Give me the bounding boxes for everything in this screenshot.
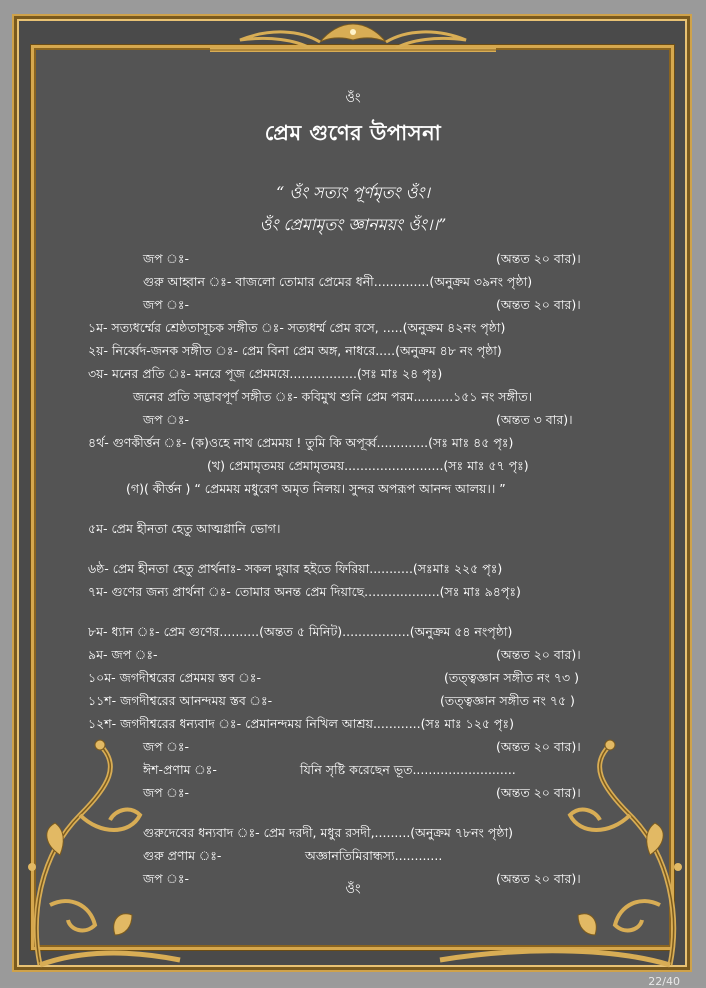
line-1-right: (অন্তত ২০ বার)। [496, 251, 581, 266]
line-20-left: জপ ঃ- [143, 739, 190, 754]
om-header: ওঁং [345, 91, 361, 106]
line-22-left: জপ ঃ- [143, 785, 190, 800]
line-20-right: (অন্তত ২০ বার)। [496, 739, 581, 754]
quote-line-2: ওঁং প্রেমামৃতং জ্ঞানময়ং ওঁং।।” [259, 215, 447, 234]
quote-line-1: “ ওঁং সত্যং পূর্ণমৃতং ওঁং। [276, 183, 430, 202]
line-15: ৮ম- ধ্যান ঃ- প্রেম গুণের..........(অন্তত ৫ মিনিট).................(অনুক্রম ৫৪ নংপৃষ্ঠা) [88, 624, 513, 639]
line-16-left: ৯ম- জপ ঃ- [88, 647, 158, 662]
line-1-left: জপ ঃ- [143, 251, 190, 266]
top-ornament-icon [200, 18, 506, 60]
line-19: ১২শ- জগদীশ্বরের ধন্যবাদ ঃ- প্রেমানন্দময় নিখিল আশ্রয়............(সঃ মাঃ ১২৫ পৃঃ) [88, 716, 514, 731]
line-21-mid: যিনি সৃষ্টি করেছেন ভূত.......................... [300, 762, 516, 777]
line-16-right: (অন্তত ২০ বার)। [496, 647, 581, 662]
line-3-right: (অন্তত ২০ বার)। [496, 297, 581, 312]
line-14: ৭ম- গুণের জন্য প্রার্থনা ঃ- তোমার অনন্ত প্রেম দিয়াছে...................(সঃ মাঃ ৯৪পৃঃ) [88, 584, 521, 599]
line-22-right: (অন্তত ২০ বার)। [496, 785, 581, 800]
line-17-right: (তত্ত্বজ্ঞান সঙ্গীত নং ৭৩ ) [444, 670, 579, 685]
line-3-left: জপ ঃ- [143, 297, 190, 312]
line-21-left: ঈশ-প্রণাম ঃ- [143, 762, 217, 777]
line-13: ৬ষ্ঠ- প্রেম হীনতা হেতু প্রার্থনাঃ- সকল দুয়ার হইতে ফিরিয়া...........(সঃমাঃ ২২৫ পৃঃ) [88, 561, 503, 576]
line-24-left: গুরু প্রণাম ঃ- [143, 848, 222, 863]
page-title: প্রেম গুণের উপাসনা [264, 121, 442, 145]
line-11: (গ)( কীর্ত্তন ) “ প্রেমময় মধুরেণ অমৃত নিলয়। সুন্দর অপরূপ আনন্দ আলয়।। ” [126, 481, 506, 496]
line-4: ১ম- সত্যধর্ম্মের শ্রেষ্ঠতাসূচক সঙ্গীত ঃ- সত্যধর্ম্ম প্রেম রসে, .....(অনুক্রম ৪২নং পৃষ্ঠা) [88, 320, 506, 335]
line-6: ৩য়- মনের প্রতি ঃ- মনরে পূজ প্রেমময়ে.................(সঃ মাঃ ২৪ পৃঃ) [88, 366, 443, 381]
line-12: ৫ম- প্রেম হীনতা হেতু আত্মগ্লানি ভোগ। [88, 521, 281, 536]
line-5: ২য়- নির্ব্বেদ-জনক সঙ্গীত ঃ- প্রেম বিনা প্রেম অঙ্গ, নাধরে.....(অনুক্রম ৪৮ নং পৃষ্ঠা) [88, 343, 502, 358]
om-footer: ওঁং [345, 882, 361, 897]
line-9: ৪র্থ- গুণকীর্ত্তন ঃ- (ক)ওহে নাথ প্রেমময় ! তুমি কি অপূর্ব্ব.............(সঃ মাঃ ৪৫ পৃঃ) [88, 435, 514, 450]
line-25-right: (অন্তত ২০ বার)। [496, 871, 581, 886]
line-17-left: ১০ম- জগদীশ্বরের প্রেমময় স্তব ঃ- [88, 670, 261, 685]
line-10: (খ) প্রেমামৃতময় প্রেমামৃতময়.........................(সঃ মাঃ ৫৭ পৃঃ) [207, 458, 529, 473]
page-number: 22/40 [648, 975, 680, 988]
line-23: গুরুদেবের ধন্যবাদ ঃ- প্রেম দরদী, মধুর রসদী,.........(অনুক্রম ৭৮নং পৃষ্ঠা) [143, 825, 514, 840]
line-18-left: ১১শ- জগদীশ্বরের আনন্দময় স্তব ঃ- [88, 693, 273, 708]
line-8-left: জপ ঃ- [143, 412, 190, 427]
line-8-right: (অন্তত ৩ বার)। [496, 412, 573, 427]
line-18-right: (তত্ত্বজ্ঞান সঙ্গীত নং ৭৫ ) [440, 693, 575, 708]
line-7: জনের প্রতি সদ্ভাবপূর্ণ সঙ্গীত ঃ- কবিমুখ শুনি প্রেম পরম..........১৫১ নং সঙ্গীত। [133, 389, 533, 404]
line-25-left: জপ ঃ- [143, 871, 190, 886]
line-2: গুরু আহ্বান ঃ- বাজলো তোমার প্রেমের ধনী..............(অনুক্রম ৩৯নং পৃষ্ঠা) [143, 274, 533, 289]
line-24-mid: অজ্ঞানতিমিরান্ধস্য............ [305, 848, 443, 863]
